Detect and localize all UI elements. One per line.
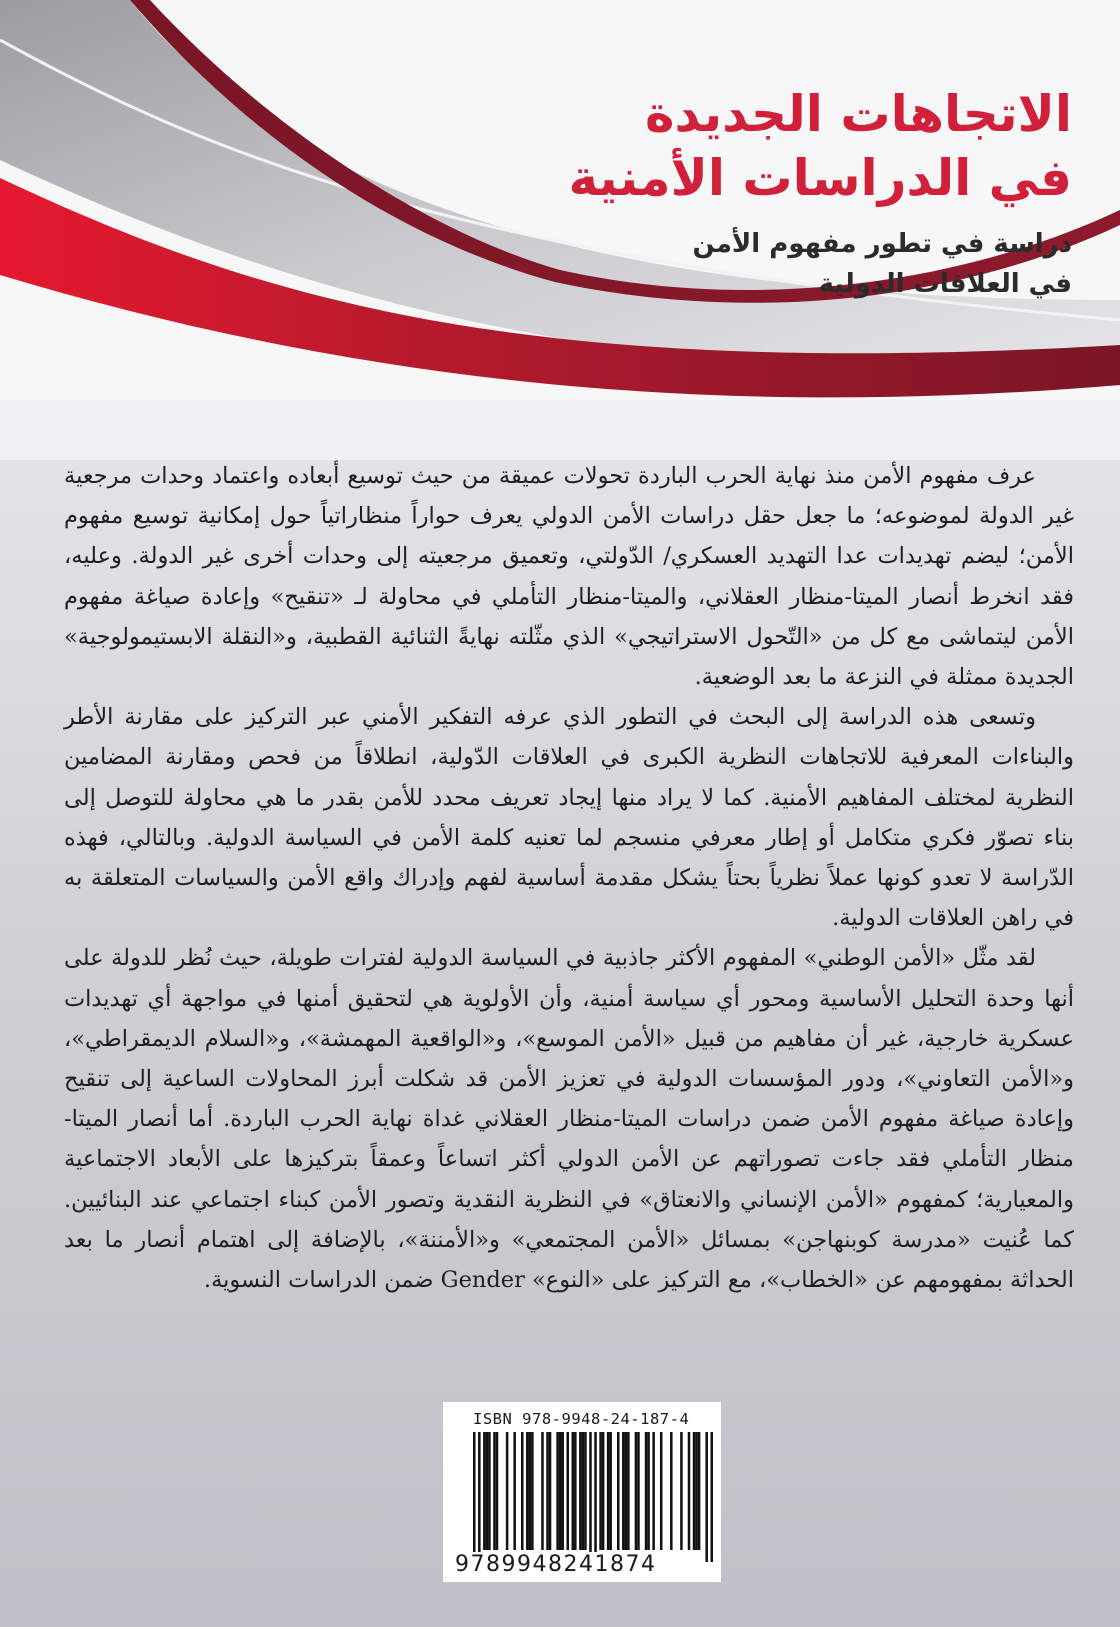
barcode-bar	[566, 1432, 569, 1550]
barcode-bar	[617, 1432, 620, 1550]
barcode-bar	[561, 1432, 564, 1550]
barcode-bar	[688, 1432, 691, 1550]
isbn-barcode-box	[443, 1402, 721, 1582]
barcode-bar	[609, 1432, 612, 1550]
barcode-bar	[698, 1432, 701, 1550]
blurb-paragraph-3: لقد مثّل «الأمن الوطني» المفهوم الأكثر جاذبية في السياسة الدولية لفترات طويلة، حيث نُظر للدولة على أنها وحدة التحليل الأساسية ومحور أي سياسة أمنية، وأن الأولوية هي لتحقيق أمنها في مواجهة أي تهديدات عسكرية خارجية، غير أن مفاهيم من قبيل «الأمن الموسع»، و«الواقعية المهمشة»، و«السلام الديمقراطي»، و«الأمن التعاوني»، ودور المؤسسات الدولية في تعزيز الأمن قد شكلت أبرز المحاولات الساعية إلى تنقيح وإعادة صياغة مفهوم الأمن ضمن دراسات الميتا-منظار العقلاني غداة نهاية الحرب الباردة. أما أنصار الميتا-منظار التأملي فقد جاءت تصوراتهم عن الأمن الدولي أكثر اتساعاً وعمقاً بتركيزها على الأبعاد الاجتماعية والمعيارية؛ كمفهوم «الأمن الإنساني والانعتاق» في النظرية النقدية وتصور الأمن كبناء اجتماعي عند البنائيين. كما عُنيت «مدرسة كوبنهاجن» بمسائل «الأمن المجتمعي» و«الأمننة»، بالإضافة إلى اهتمام أنصار ما بعد الحداثة بمفهومهم عن «الخطاب»، مع التركيز على «النوع» Gender ضمن الدراسات النسوية.	[64, 945, 1074, 1294]
barcode-bar	[602, 1432, 605, 1550]
barcode-bar	[584, 1432, 587, 1550]
book-subtitle	[552, 224, 1072, 304]
barcode-bar	[488, 1432, 491, 1550]
barcode-bar	[637, 1432, 640, 1550]
barcode-bar	[549, 1432, 552, 1550]
barcode-bar	[627, 1432, 630, 1550]
barcode-bar	[473, 1432, 476, 1562]
barcode	[473, 1432, 713, 1562]
barcode-bar	[541, 1432, 544, 1550]
barcode-digits: 9789948241874	[455, 1552, 657, 1577]
barcode-bar	[521, 1432, 524, 1550]
barcode-bar	[483, 1432, 486, 1550]
barcode-bar	[607, 1432, 610, 1550]
barcode-bar	[660, 1432, 663, 1550]
barcode-bar	[493, 1432, 496, 1550]
barcode-bar	[579, 1432, 582, 1550]
barcode-bar	[670, 1432, 673, 1550]
barcode-bar	[478, 1432, 481, 1562]
book-title	[452, 82, 1072, 210]
barcode-bar	[599, 1432, 602, 1550]
barcode-bar	[546, 1432, 549, 1550]
barcode-bar	[526, 1432, 529, 1550]
barcode-bar	[486, 1432, 489, 1550]
barcode-bar	[529, 1432, 532, 1550]
barcode-bar	[693, 1432, 696, 1550]
barcode-bar	[695, 1432, 698, 1550]
blurb-paragraph-2: وتسعى هذه الدراسة إلى البحث في التطور الذي عرفه التفكير الأمني عبر التركيز على مقارنة الأطر والبناءات المعرفية للاتجاهات النظرية الكبرى في العلاقات الدّولية، انطلاقاً من فحص ومقارنة المضامين النظرية لمختلف المفاهيم الأمنية. كما لا يراد منها إيجاد تعريف محدد للأمن بقدر ما هي محاولة للتوصل إلى بناء تصوّر فكري متكامل أو إطار معرفي منسجم لما تعنيه كلمة الأمن في السياسة الدولية. وبالتالي، فهذه الدّراسة لا تعدو كونها عملاً نظرياً بحتاً يشكل مقدمة أساسية لفهم وإدراك واقع الأمن والسياسات المتعلقة به في راهن العلاقات الدولية.	[64, 704, 1074, 932]
barcode-bar	[582, 1432, 585, 1550]
barcode-bar	[710, 1432, 713, 1562]
blurb-text	[64, 456, 1074, 1300]
subtitle-line-1: دراسة في تطور مفهوم الأمن	[692, 229, 1072, 259]
barcode-bar	[594, 1432, 597, 1562]
barcode-bar	[513, 1432, 516, 1550]
isbn-label: ISBN 978-9948-24-187-4	[473, 1410, 690, 1428]
barcode-bar	[572, 1432, 575, 1550]
barcode-bar	[645, 1432, 648, 1550]
barcode-bar	[531, 1432, 534, 1550]
barcode-bar	[647, 1432, 650, 1550]
title-line-2: في الدراسات الأمنية	[568, 149, 1072, 207]
barcode-bar	[705, 1432, 708, 1562]
barcode-bar	[559, 1432, 562, 1550]
barcode-bar	[589, 1432, 592, 1562]
subtitle-line-2: في العلاقات الدولية	[818, 269, 1072, 299]
barcode-bar	[556, 1432, 559, 1550]
barcode-bar	[652, 1432, 655, 1550]
blurb-paragraph-1: عرف مفهوم الأمن منذ نهاية الحرب الباردة تحولات عميقة من حيث توسيع أبعاده واعتماد وحدات مرجعية غير الدولة لموضوعه؛ ما جعل حقل دراسات الأمن الدولي يعرف حواراً منظاراتياً حول إمكانية توسيع مفهوم الأمن؛ ليضم تهديدات عدا التهديد العسكري/ الدّولتي، وتعميق مرجعيته إلى وحدات أخرى غير الدولة. وعليه، فقد انخرط أنصار الميتا-منظار العقلاني، والميتا-منظار التأملي في محاولة لـ «تنقيح» وإعادة صياغة مفهوم الأمن ليتماشى مع كل من «التّحول الاستراتيجي» الذي مثّلته نهايةً الثنائية القطبية، و«النقلة الابستيمولوجية» الجديدة ممثلة في النزعة ما بعد الوضعية.	[64, 463, 1074, 691]
barcode-bar	[496, 1432, 499, 1550]
barcode-bar	[622, 1432, 625, 1550]
barcode-bar	[635, 1432, 638, 1550]
title-line-1: الاتجاهات الجديدة	[644, 85, 1072, 143]
barcode-bar	[680, 1432, 683, 1550]
barcode-bar	[506, 1432, 509, 1550]
barcode-bar	[625, 1432, 628, 1550]
barcode-bar	[574, 1432, 577, 1550]
